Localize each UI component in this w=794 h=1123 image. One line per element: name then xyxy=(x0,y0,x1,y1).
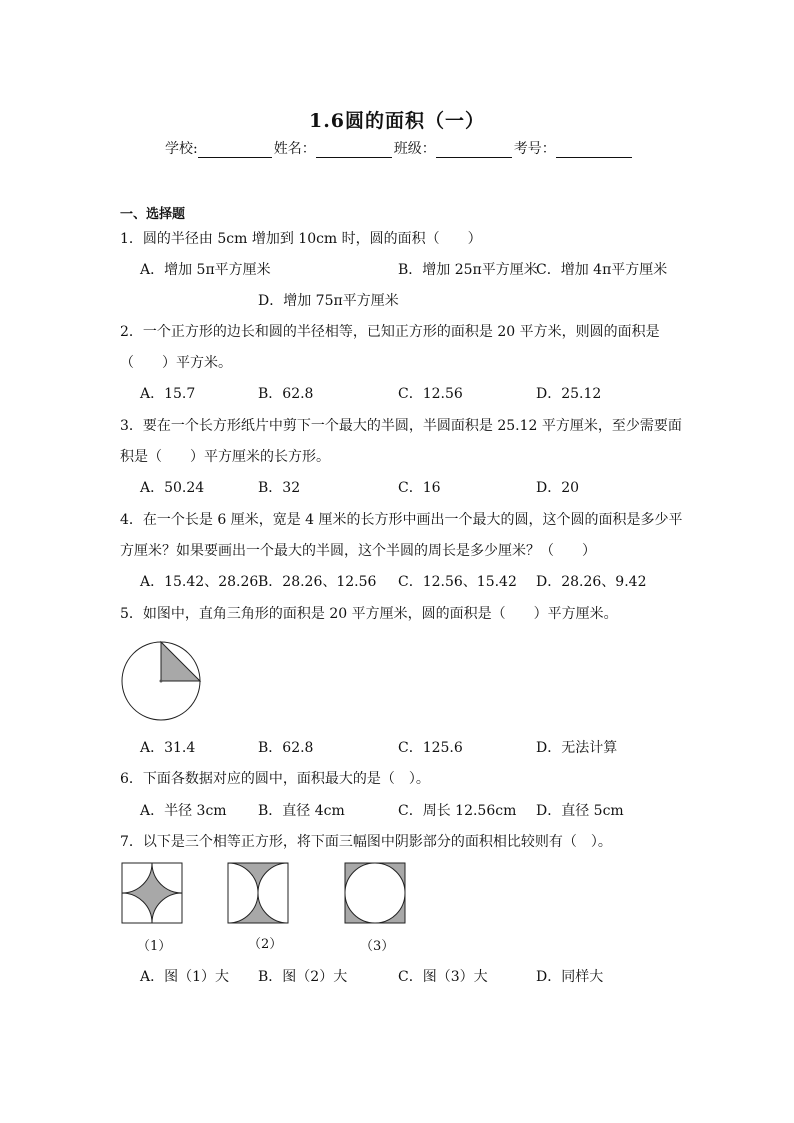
q7-option-a[interactable]: A．图（1）大 xyxy=(140,969,230,985)
center-point xyxy=(160,680,163,683)
q1-option-c[interactable]: C．增加 4π平方厘米 xyxy=(536,262,668,278)
question-4-text-line2: 方厘米？如果要画出一个最大的半圆，这个半圆的周长是多少厘米？（ ） xyxy=(120,543,596,559)
q5-option-c[interactable]: C．125.6 xyxy=(398,740,463,756)
class-blank[interactable] xyxy=(436,143,512,158)
q2-option-c[interactable]: C．12.56 xyxy=(398,386,463,402)
q7-option-c[interactable]: C．图（3）大 xyxy=(398,969,488,985)
q4-option-c[interactable]: C．12.56、15.42 xyxy=(398,574,517,590)
figure-2-square-with-half-circles xyxy=(227,862,289,924)
class-label: 班级： xyxy=(393,141,436,157)
q3-option-c[interactable]: C．16 xyxy=(398,480,441,496)
q6-option-b[interactable]: B．直径 4cm xyxy=(258,803,345,819)
page-title: 1.6圆的面积（一） xyxy=(308,110,486,132)
school-blank[interactable] xyxy=(198,143,272,158)
q3-option-d[interactable]: D．20 xyxy=(536,480,580,496)
q6-option-c[interactable]: C．周长 12.56cm xyxy=(398,803,517,819)
q4-option-a[interactable]: A．15.42、28.26 xyxy=(140,574,259,590)
q1-option-a[interactable]: A．增加 5π平方厘米 xyxy=(140,262,271,278)
question-3-text-line2: 积是（ ）平方厘米的长方形。 xyxy=(120,449,330,465)
figure-1-square-with-quarter-circles xyxy=(121,862,183,924)
question-3-text: 3．要在一个长方形纸片中剪下一个最大的半圆，半圆面积是 25.12 平方厘米，至少需要面 xyxy=(120,418,682,434)
exam-no-label: 考号： xyxy=(513,141,556,157)
student-info-line xyxy=(165,138,634,158)
q5-option-b[interactable]: B．62.8 xyxy=(258,740,314,756)
q1-option-b[interactable]: B．增加 25π平方厘米 xyxy=(398,262,538,278)
section-heading: 一、选择题 xyxy=(120,207,186,222)
q4-option-b[interactable]: B．28.26、12.56 xyxy=(258,574,377,590)
q7-option-d[interactable]: D．同样大 xyxy=(536,969,604,985)
question-5-text: 5．如图中，直角三角形的面积是 20 平方厘米，圆的面积是（ ）平方厘米。 xyxy=(120,606,618,622)
name-blank[interactable] xyxy=(316,143,392,158)
figure-3-square-with-inscribed-circle xyxy=(344,862,406,924)
question-6-text: 6．下面各数据对应的圆中，面积最大的是（ ）。 xyxy=(120,771,430,787)
q5-option-d[interactable]: D．无法计算 xyxy=(536,740,618,756)
exam-no-blank[interactable] xyxy=(556,143,632,158)
q6-option-d[interactable]: D．直径 5cm xyxy=(536,803,624,819)
circle-triangle-figure xyxy=(121,640,203,722)
question-1-text: 1．圆的半径由 5cm 增加到 10cm 时，圆的面积（ ） xyxy=(120,231,482,247)
q2-option-a[interactable]: A．15.7 xyxy=(140,386,196,402)
q2-option-d[interactable]: D．25.12 xyxy=(536,386,602,402)
question-7-text: 7．以下是三个相等正方形，将下面三幅图中阴影部分的面积相比较则有（ ）。 xyxy=(120,834,612,850)
question-2-text-line2: （ ）平方米。 xyxy=(120,355,232,371)
figure-1-label: （1） xyxy=(137,939,172,954)
figure-3-label: （3） xyxy=(360,939,395,954)
q2-option-b[interactable]: B．62.8 xyxy=(258,386,314,402)
q3-option-a[interactable]: A．50.24 xyxy=(140,480,205,496)
question-4-text: 4．在一个长是 6 厘米，宽是 4 厘米的长方形中画出一个最大的圆，这个圆的面积是多少平 xyxy=(120,512,683,528)
q4-option-d[interactable]: D．28.26、9.42 xyxy=(536,574,647,590)
figure-2-label: （2） xyxy=(248,937,283,952)
q6-option-a[interactable]: A．半径 3cm xyxy=(140,803,227,819)
q5-option-a[interactable]: A．31.4 xyxy=(140,740,196,756)
q1-option-d[interactable]: D．增加 75π平方厘米 xyxy=(258,293,399,309)
school-label: 学校: xyxy=(165,141,198,157)
q7-option-b[interactable]: B．图（2）大 xyxy=(258,969,348,985)
name-label: 姓名： xyxy=(273,141,316,157)
q3-option-b[interactable]: B．32 xyxy=(258,480,301,496)
question-2-text: 2．一个正方形的边长和圆的半径相等，已知正方形的面积是 20 平方米，则圆的面积是 xyxy=(120,324,660,340)
